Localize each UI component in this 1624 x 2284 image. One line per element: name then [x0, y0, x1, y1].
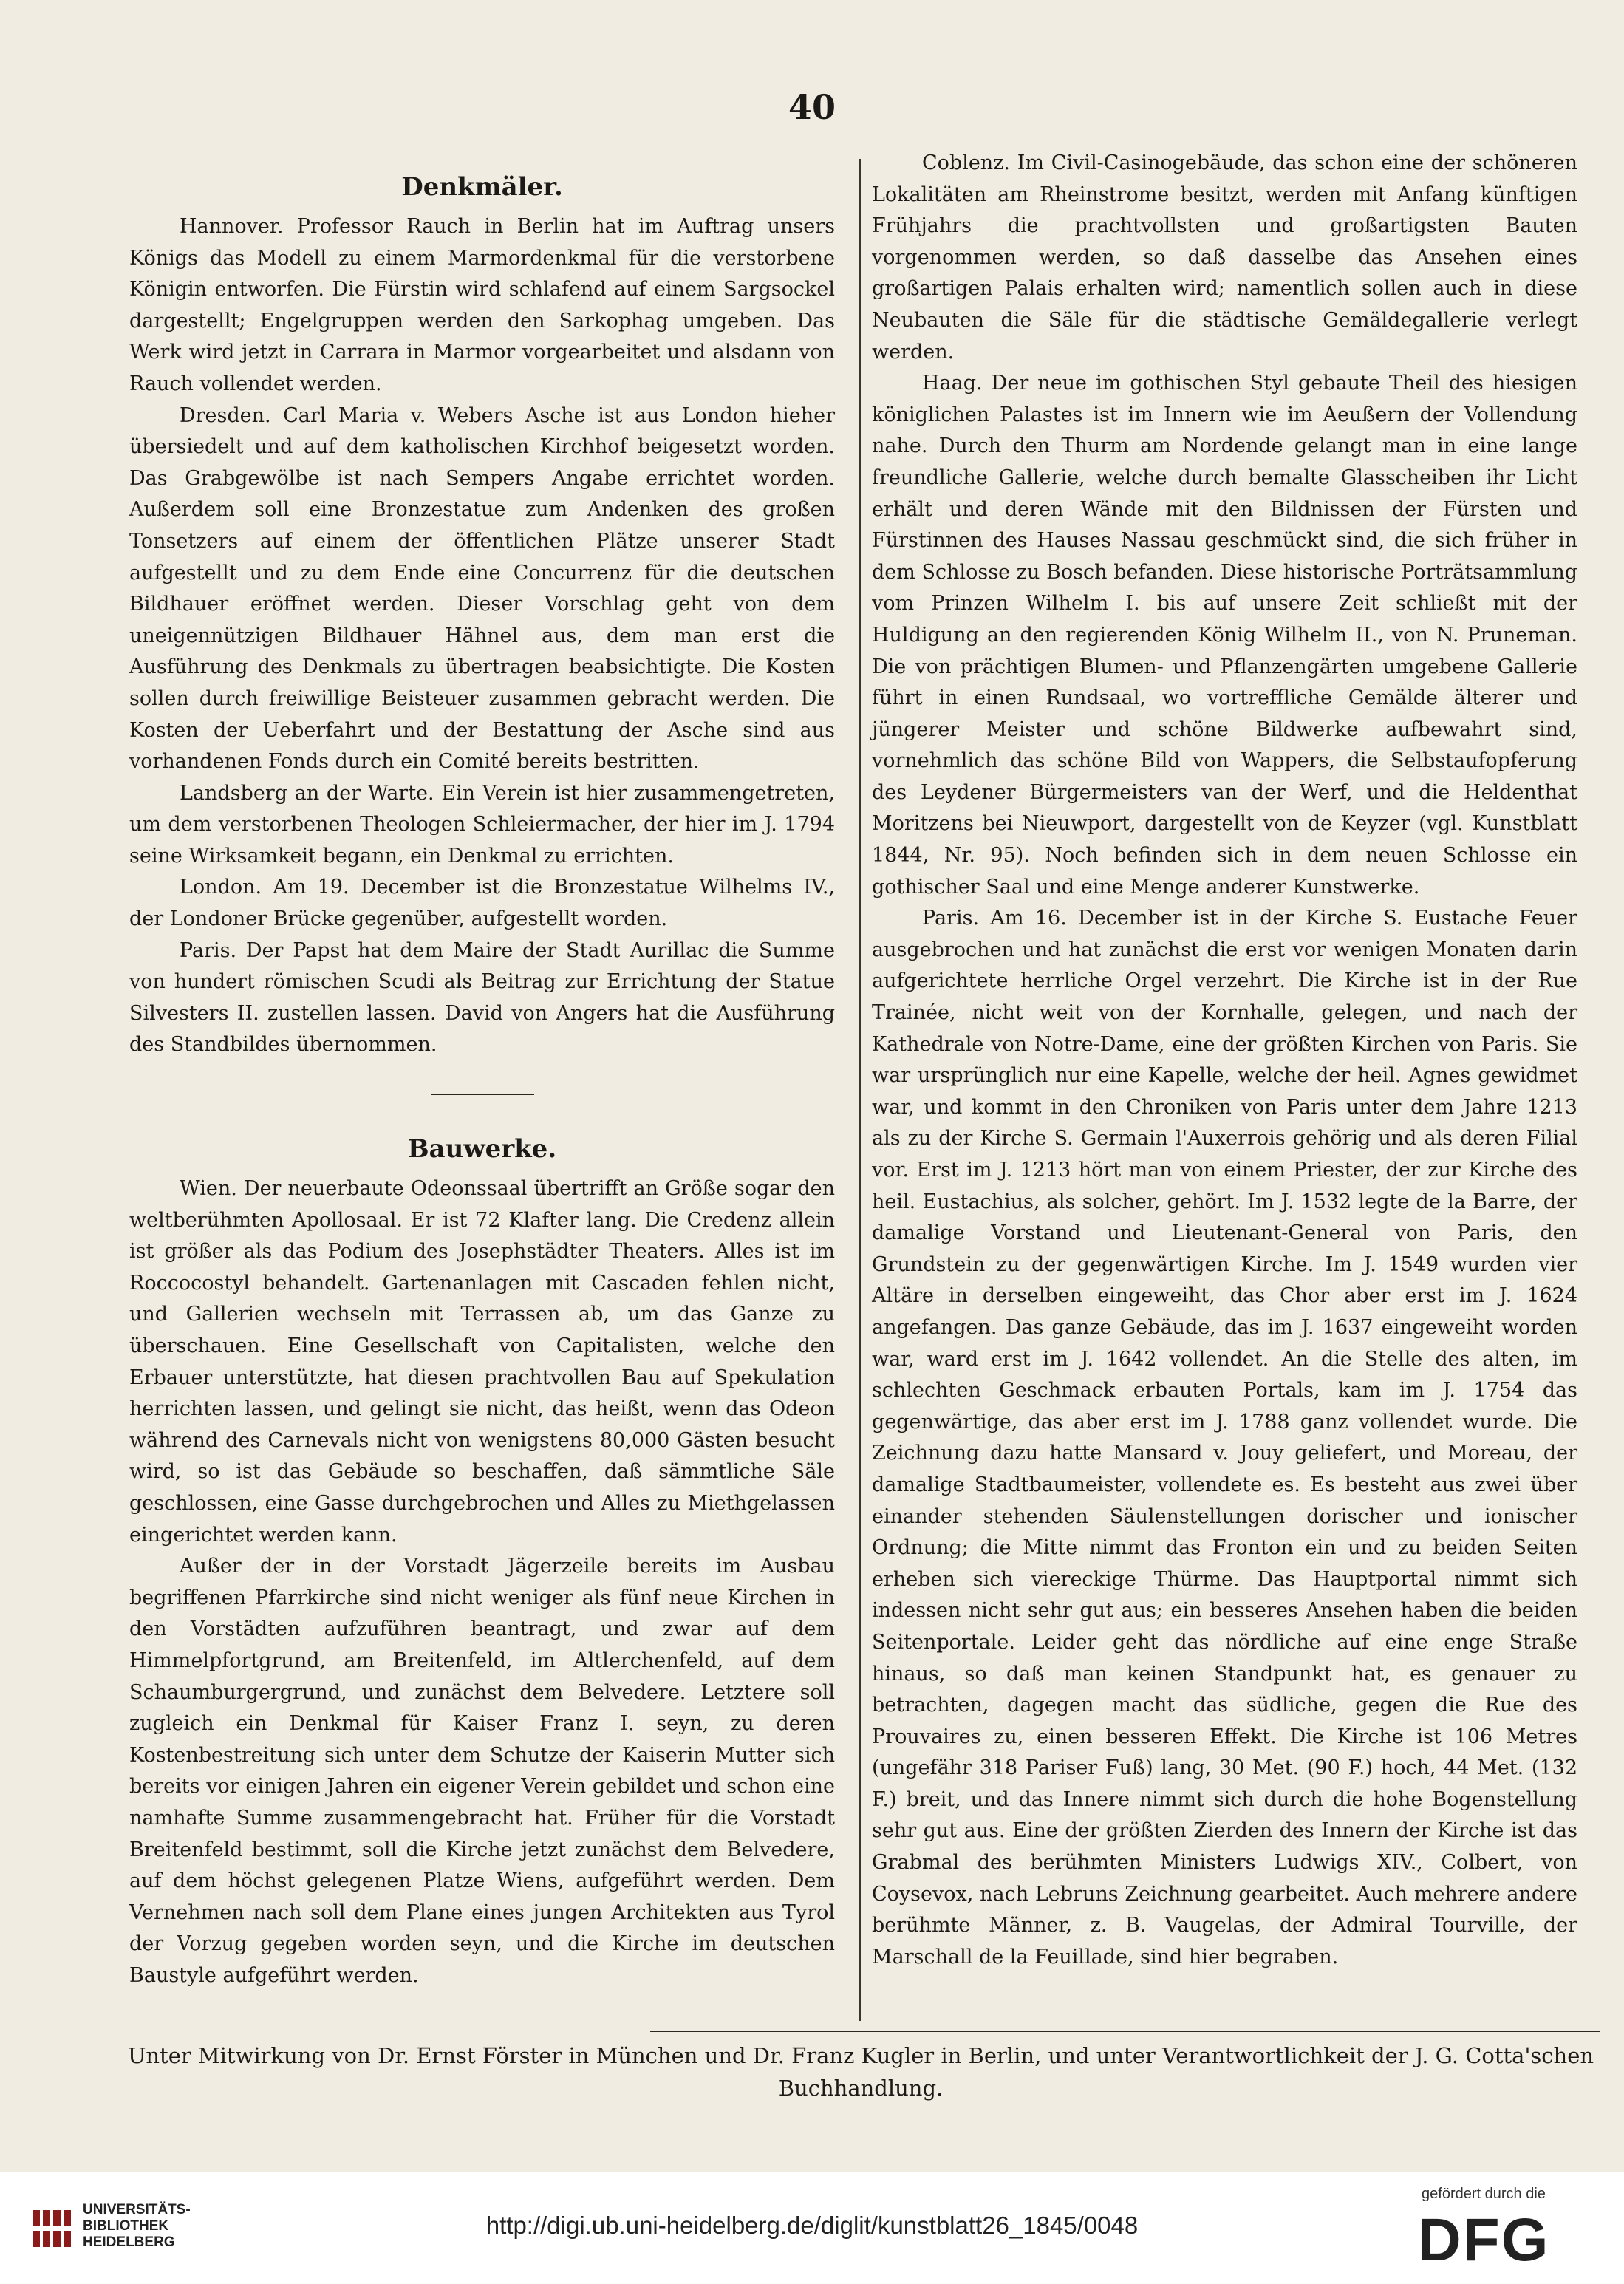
left-column	[129, 148, 835, 1991]
paragraph-wien-odeon: Wien. Der neuerbaute Odeonssaal übertrifft an Größe sogar den weltberühmten Apollosaal. Er ist 72 Klafter lang. Die Credenz allein ist größer als das Podium des Josephstädter Theaters. Alles ist im Roccocostyl behandelt. Gartenanlagen mit Cascaden fehlen nicht, und Gallerien wechseln mit Terrassen ab, um das Ganze zu überschauen. Eine Gesellschaft von Capitalisten, welche den Erbauer unterstützte, hat diesen prachtvollen Bau auf Spekulation herrichten lassen, und gelingt sie nicht, das heißt, wenn das Odeon während des Carnevals nicht von wenigstens 80,000 Gästen besucht wird, so ist das Gebäude so beschaffen, daß sämmtliche Säle geschlossen, eine Gasse durchgebrochen und Alles zu Miethgelassen eingerichtet werden kann.	[129, 1177, 835, 1547]
paragraph-london: London. Am 19. December ist die Bronzestatue Wilhelms IV., der Londoner Brücke gegenüber, aufgestellt worden.	[129, 876, 835, 931]
section-separator	[431, 1094, 534, 1095]
page-number: 40	[788, 87, 836, 127]
library-name-line-1: UNIVERSITÄTS-	[83, 2202, 191, 2217]
right-column	[872, 148, 1577, 1973]
paragraph-coblenz: Coblenz. Im Civil-Casinogebäude, das schon eine der schöneren Lokalitäten am Rheinstrome besitzt, werden mit Anfang künftigen Frühjahrs die prachtvollsten und großartigsten Bauten vorgenommen werden, so daß dasselbe das Ansehen eines großartigen Palais erhalten wird; namentlich sollen auch in diese Neubauten die Säle für die städtische Gemäldegallerie verlegt werden.	[872, 151, 1577, 364]
paragraph-haag: Haag. Der neue im gothischen Styl gebaute Theil des hiesigen königlichen Palastes ist im Innern wie im Aeußern der Vollendung nahe. Durch den Thurm am Nordende gelangt man in eine lange freundliche Gallerie, welche durch bemalte Glasscheiben ihr Licht erhält und deren Wände mit den Bildnissen der Fürsten und Fürstinnen des Hauses Nassau geschmückt sind, die sich früher in dem Schlosse zu Bosch befanden. Diese historische Porträtsammlung vom Prinzen Wilhelm I. bis auf unsere Zeit schließt mit der Huldigung an den regierenden König Wilhelm II., von N. Pruneman. Die von prächtigen Blumen- und Pflanzengärten umgebene Gallerie führt in einen Rundsaal, wo vortreffliche Gemälde älterer und jüngerer Meister und schöne Bildwerke aufbewahrt sind, vornehmlich das schöne Bild von Wappers, die Selbstaufopferung des Leydener Bürgermeisters van der Werf, und die Heldenthat Moritzens bei Nieuwport, dargestellt von de Keyzer (vgl. Kunstblatt 1844, Nr. 95). Noch befinden sich in dem neuen Schlosse ein gothischer Saal und eine Menge anderer Kunstwerke.	[872, 372, 1577, 899]
paragraph-hannover: Hannover. Professor Rauch in Berlin hat im Auftrag unsers Königs das Modell zu einem Marmordenkmal für die verstorbene Königin entworfen. Die Fürstin wird schlafend auf einem Sargsockel dargestellt; Engelgruppen werden den Sarkophag umgeben. Das Werk wird jetzt in Carrara in Marmor vorgearbeitet und alsdann von Rauch vollendet werden.	[129, 215, 835, 395]
column-divider	[859, 159, 861, 2021]
imprint-line: Unter Mitwirkung von Dr. Ernst Förster in München und Dr. Franz Kugler in Berlin, und unter Verantwortlichkeit der J. G. Cotta'schen Buchhandlung.	[127, 2043, 1594, 2101]
imprint-rule	[650, 2031, 1600, 2032]
library-name-line-2: BIBLIOTHEK	[83, 2218, 169, 2234]
permalink-url[interactable]: http://digi.ub.uni-heidelberg.de/diglit/kunstblatt26_1845/0048	[485, 2212, 1139, 2239]
section-heading-denkmaeler: Denkmäler.	[401, 172, 563, 202]
paragraph-paris-eustache: Paris. Am 16. December ist in der Kirche S. Eustache Feuer ausgebrochen und hat zunächst die erst vor wenigen Monaten darin aufgerichtete herrliche Orgel verzehrt. Die Kirche ist in der Rue Trainée, nicht weit von der Kornhalle, gelegen, und nach der Kathedrale von Notre-Dame, eine der größten Kirchen von Paris. Sie war ursprünglich nur eine Kapelle, welche der heil. Agnes gewidmet war, und kommt in den Chroniken von Paris unter dem Jahre 1213 als zu der Kirche S. Germain l'Auxerrois gehörig und als deren Filial vor. Erst im J. 1213 hört man von einem Priester, der zur Kirche des heil. Eustachius, als solcher, gehört. Im J. 1532 legte de la Barre, der damalige Vorstand und Lieutenant-General von Paris, den Grundstein zu der gegenwärtigen Kirche. Im J. 1549 wurden vier Altäre in derselben eingeweiht, das Chor aber erst im J. 1624 angefangen. Das ganze Gebäude, das im J. 1637 eingeweiht worden war, ward erst im J. 1642 vollendet. An die Stelle des alten, im schlechten Geschmack erbauten Portals, kam im J. 1754 das gegenwärtige, das aber erst im J. 1788 ganz vollendet wurde. Die Zeichnung dazu hatte Mansard v. Jouy geliefert, und Moreau, der damalige Stadtbaumeister, vollendete es. Es besteht aus zwei über einander stehenden Säulenstellungen dorischer und ionischer Ordnung; die Mitte nimmt das Fronton ein und zu beiden Seiten erheben sich viereckige Thürme. Das Hauptportal nimmt sich indessen nicht sehr gut aus; ein besseres Ansehen haben die beiden Seitenportale. Leider geht das nördliche auf eine enge Straße hinaus, so daß man keinen Standpunkt hat, es genauer zu betrachten, dagegen macht das südliche, gegen die Rue des Prouvaires zu, einen besseren Effekt. Die Kirche ist 106 Metres (ungefähr 318 Pariser Fuß) lang, 30 Met. (90 F.) hoch, 44 Met. (132 F.) breit, und das Innere nimmt sich durch die hohe Bogenstellung sehr gut aus. Eine der größten Zierden des Innern der Kirche ist das Grabmal des berühmten Ministers Ludwigs XIV., Colbert, von Coysevox, nach Lebruns Zeichnung gearbeitet. Auch mehrere andere berühmte Männer, z. B. Vaugelas, der Admiral Tourville, der Marschall de la Feuillade, sind hier begraben.	[872, 907, 1577, 1968]
section-heading-bauwerke: Bauwerke.	[407, 1134, 557, 1165]
paragraph-wien-kirchen: Außer der in der Vorstadt Jägerzeile bereits im Ausbau begriffenen Pfarrkirche sind nicht weniger als fünf neue Kirchen in den Vorstädten aufzuführen beantragt, und zwar auf dem Himmelpfortgrund, am Breitenfeld, im Altlerchenfeld, auf dem Schaumburgergrund, und zunächst dem Belvedere. Letztere soll zugleich ein Denkmal für Kaiser Franz I. seyn, zu deren Kostenbestreitung sich unter dem Schutze der Kaiserin Mutter sich bereits vor einigen Jahren ein eigener Verein gebildet und schon eine namhafte Summe zusammengebracht hat. Früher für die Vorstadt Breitenfeld bestimmt, soll die Kirche jetzt zunächst dem Belvedere, auf dem höchst gelegenen Platze Wiens, aufgeführt werden. Dem Vernehmen nach soll dem Plane eines jungen Architekten aus Tyrol der Vorzug gegeben worden seyn, und die Kirche im deutschen Baustyle aufgeführt werden.	[129, 1555, 835, 1987]
paragraph-landsberg: Landsberg an der Warte. Ein Verein ist hier zusammengetreten, um dem verstorbenen Theologen Schleiermacher, der hier im J. 1794 seine Wirksamkeit begann, ein Denkmal zu errichten.	[129, 781, 835, 867]
dfg-logo: DFG	[1417, 2206, 1550, 2274]
paragraph-dresden: Dresden. Carl Maria v. Webers Asche ist aus London hieher übersiedelt und auf dem katholischen Kirchhof beigesetzt worden. Das Grabgewölbe ist nach Sempers Angabe errichtet worden. Außerdem soll eine Bronzestatue zum Andenken des großen Tonsetzers auf einem der öffentlichen Plätze unserer Stadt aufgestellt und zu dem Ende eine Concurrenz für die deutschen Bildhauer eröffnet werden. Dieser Vorschlag geht von dem uneigennützigen Bildhauer Hähnel aus, dem man erst die Ausführung des Denkmals zu übertragen beabsichtigte. Die Kosten sollen durch freiwillige Beisteuer zusammen gebracht werden. Die Kosten der Ueberfahrt und der Bestattung der Asche sind aus vorhandenen Fonds durch ein Comité bereits bestritten.	[129, 403, 835, 774]
library-name-line-3: HEIDELBERG	[83, 2234, 175, 2250]
paragraph-paris-statue: Paris. Der Papst hat dem Maire der Stadt Aurillac die Summe von hundert römischen Scudi als Beitrag zur Errichtung der Statue Silvesters II. zustellen lassen. David von Angers hat die Ausführung des Standbildes übernommen.	[129, 938, 835, 1057]
funded-by-label: gefördert durch die	[1422, 2186, 1546, 2202]
